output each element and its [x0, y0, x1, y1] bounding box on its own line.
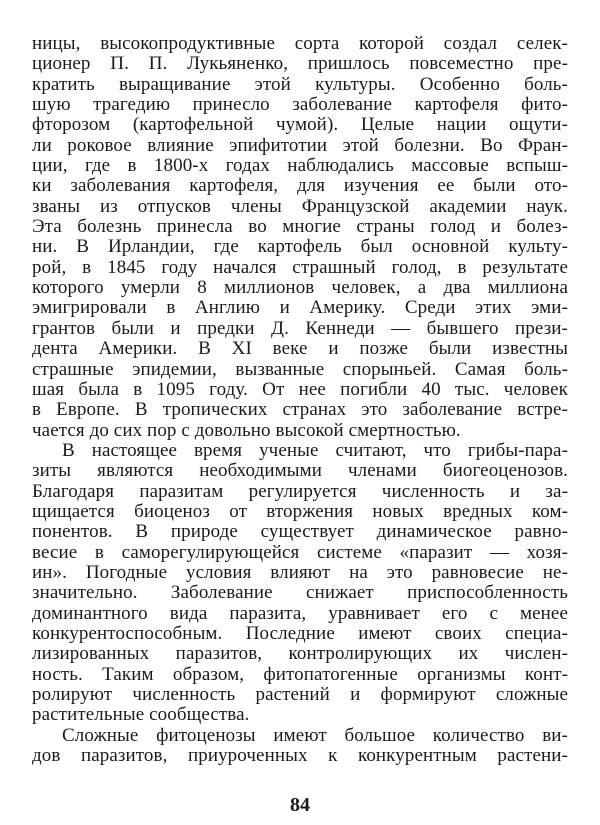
- text-line: растительные сообщества.: [32, 704, 250, 726]
- text-line: доминантного вида паразита, уравнивает его с менее: [32, 602, 568, 624]
- text-line: дов паразитов, приуроченных к конкурентным растени-: [32, 745, 568, 767]
- text-line: которого умерли 8 миллионов человек, а два миллиона: [32, 277, 568, 299]
- text-line: ность. Таким образом, фитопатогенные организмы конт-: [32, 663, 568, 685]
- text-line: В настоящее время ученые считают, что грибы-пара-: [62, 439, 568, 461]
- text-line: значительно. Заболевание снижает приспособленность: [32, 582, 568, 604]
- text-line: ни. В Ирландии, где картофель был основной культу-: [32, 236, 568, 258]
- text-line: чается до сих пор с довольно высокой смертностью.: [32, 419, 461, 441]
- text-line: страшные эпидемии, вызванные спорыньей. Самая боль-: [32, 358, 568, 380]
- text-line: понентов. В природе существует динамическое равно-: [32, 521, 568, 543]
- text-line: конкурентоспособным. Последние имеют своих специа-: [32, 622, 568, 644]
- text-line: щищается биоценоз от вторжения новых вредных ком-: [32, 500, 568, 522]
- text-line: ционер П. П. Лукьяненко, пришлось повсеместно пре-: [32, 53, 568, 75]
- text-line: ин». Погодные условия влияют на это равновесие не-: [32, 561, 568, 583]
- text-line: эмигрировали в Англию и Америку. Среди этих эми-: [32, 297, 568, 319]
- text-line: ницы, высокопродуктивные сорта которой создал селек-: [32, 33, 568, 54]
- text-line: лизированных паразитов, контролирующих их числен-: [32, 643, 568, 665]
- text-line: фторозом (картофельной чумой). Целые нации ощути-: [32, 114, 568, 136]
- text-line: грантов были и предки Д. Кеннеди — бывшего прези-: [32, 317, 568, 339]
- text-line: званы из отпусков члены Французской академии наук.: [32, 195, 568, 217]
- text-line: рой, в 1845 году начался страшный голод, в результате: [32, 256, 568, 278]
- text-line: кратить выращивание этой культуры. Особенно боль-: [32, 73, 568, 95]
- text-line: шую трагедию принесло заболевание картофеля фито-: [32, 94, 568, 116]
- body-text: [32, 34, 568, 766]
- text-line: зиты являются необходимыми членами биогеоценозов.: [32, 460, 568, 482]
- text-line: весие в саморегулирующейся системе «паразит — хозя-: [32, 541, 568, 563]
- text-line: ции, где в 1800-х годах наблюдались массовые вспыш-: [32, 155, 568, 177]
- text-line: ли роковое влияние эпифитотии этой болезни. Во Фран-: [32, 134, 568, 156]
- page-number: 84: [290, 794, 310, 816]
- text-line: Благодаря паразитам регулируется численность и за-: [32, 480, 568, 502]
- text-line: ролируют численность растений и формируют сложные: [32, 684, 568, 705]
- text-line: Сложные фитоценозы имеют большое количество ви-: [62, 724, 568, 746]
- text-line: ки заболевания картофеля, для изучения ее были ото-: [32, 175, 568, 197]
- text-line: шая была в 1095 году. От нее погибли 40 тыс. человек: [32, 378, 568, 400]
- text-line: дента Америки. В XI веке и позже были известны: [32, 338, 568, 360]
- text-line: Эта болезнь принесла во многие страны голод и болез-: [32, 216, 568, 238]
- text-line: в Европе. В тропических странах это заболевание встре-: [32, 399, 568, 421]
